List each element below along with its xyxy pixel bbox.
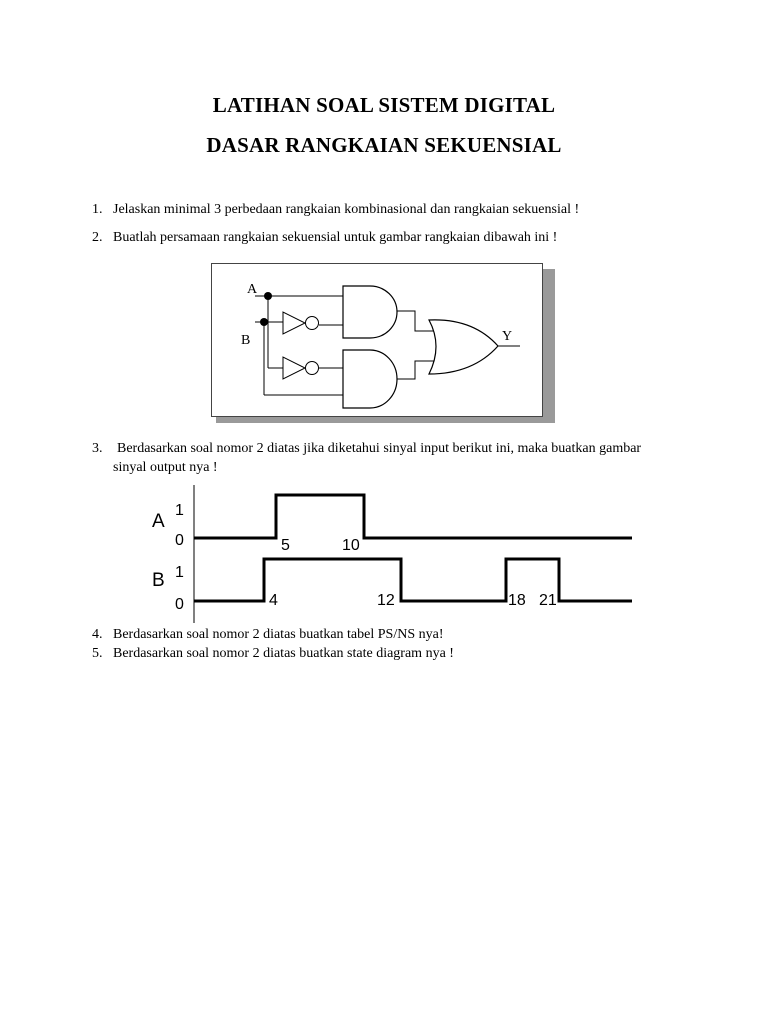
question-text: Berdasarkan soal nomor 2 diatas buatkan tabel PS/NS nya! — [113, 627, 444, 642]
timing-diagram — [140, 485, 640, 625]
signal-a-waveform — [194, 495, 632, 538]
page-subtitle: DASAR RANGKAIAN SEKUENSIAL — [206, 133, 562, 157]
signal-a-label: A — [152, 511, 165, 532]
signal-b-edge-label: 12 — [377, 592, 395, 609]
signal-b-edge-label: 21 — [539, 592, 557, 609]
signal-b-label: B — [152, 570, 165, 591]
junction-dot-b — [260, 318, 268, 326]
signal-b-edge-label: 18 — [508, 592, 526, 609]
question-number: 5. — [92, 646, 103, 661]
signal-b-level-low: 0 — [175, 596, 184, 613]
question-number: 2. — [92, 230, 103, 245]
input-a-label: A — [247, 282, 258, 297]
signal-a-edge-label: 5 — [281, 537, 290, 554]
signal-a-level-low: 0 — [175, 532, 184, 549]
question-text: Berdasarkan soal nomor 2 diatas jika diketahui sinyal input berikut ini, maka buatkan gambar — [117, 441, 642, 456]
and-gate-upper — [343, 286, 397, 338]
question-text: Buatlah persamaan rangkaian sekuensial untuk gambar rangkaian dibawah ini ! — [113, 230, 558, 245]
question-number: 1. — [92, 202, 103, 217]
signal-b-waveform — [194, 559, 632, 601]
question-number: 3. — [92, 441, 103, 456]
signal-b-edge-label: 4 — [269, 592, 278, 609]
signal-b-level-high: 1 — [175, 564, 184, 581]
page-title: LATIHAN SOAL SISTEM DIGITAL — [212, 93, 556, 117]
input-b-label: B — [241, 333, 251, 348]
signal-a-level-high: 1 — [175, 502, 184, 519]
circuit-diagram — [205, 258, 555, 428]
question-text: Jelaskan minimal 3 perbedaan rangkaian kombinasional dan rangkaian sekuensial ! — [113, 202, 580, 217]
junction-dot-a — [264, 292, 272, 300]
and-gate-lower — [343, 350, 397, 408]
question-text-line2: sinyal output nya ! — [113, 460, 218, 475]
signal-a-edge-label: 10 — [342, 537, 360, 554]
question-number: 4. — [92, 627, 103, 642]
output-y-label: Y — [502, 329, 513, 344]
question-text: Berdasarkan soal nomor 2 diatas buatkan state diagram nya ! — [113, 646, 454, 661]
